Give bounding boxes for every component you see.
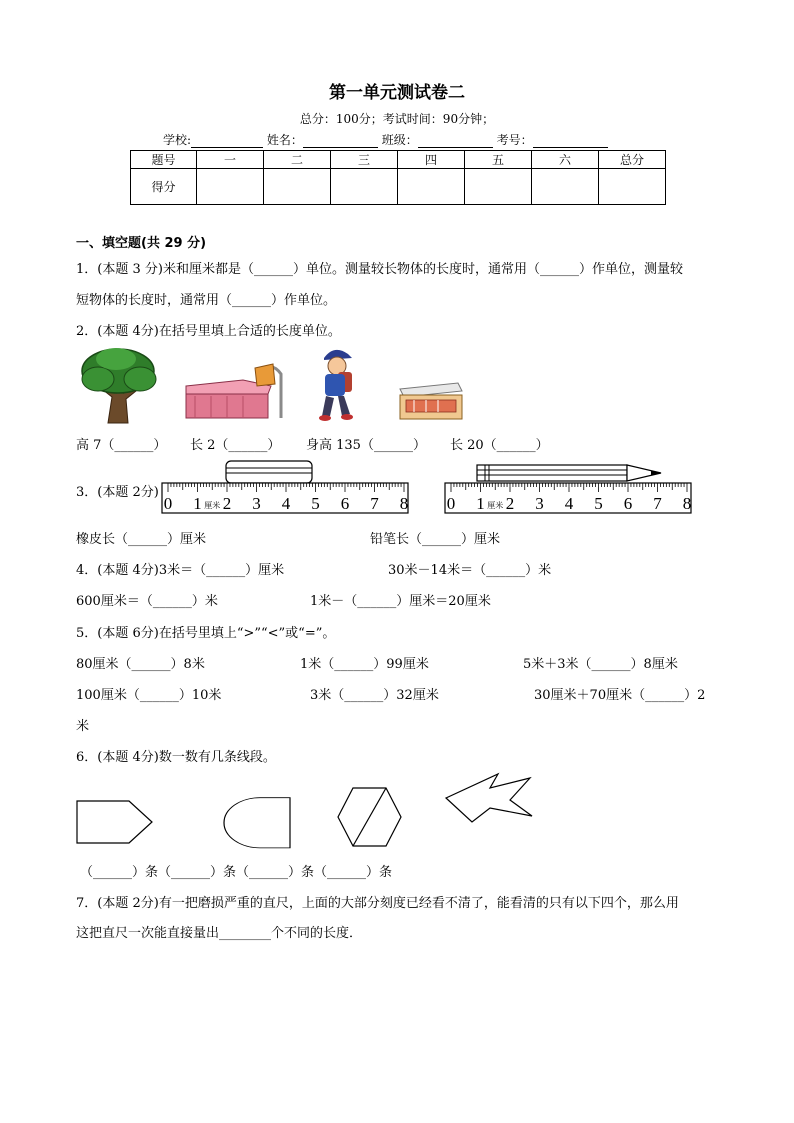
table-header: 总分 <box>599 151 666 169</box>
question-3-eraser-answer[interactable]: 橡皮长（______）厘米 <box>76 532 207 547</box>
ruler-label: 5 <box>594 494 603 513</box>
ruler-label: 3 <box>535 494 544 513</box>
table-header: 三 <box>331 151 398 169</box>
ruler-label: 8 <box>399 494 409 513</box>
ruler-label: 2 <box>222 494 232 513</box>
segment-shapes <box>70 770 420 850</box>
section-title: 一、填空题(共 29 分) <box>76 236 207 251</box>
question-5-item[interactable]: 30厘米＋70厘米（______）2 <box>534 688 706 703</box>
number-label: 考号： <box>496 133 533 147</box>
score-table <box>130 150 666 205</box>
table-header: 四 <box>398 151 465 169</box>
ruler-label: 8 <box>682 494 692 513</box>
question-3-stem: 3．(本题 2分) <box>76 485 159 500</box>
question-7-line1: 7．(本题 2分)有一把磨损严重的直尺，上面的大部分刻度已经看不清了，能看清的只有以下四个，那么用 <box>76 896 679 911</box>
ruler-label: 4 <box>564 494 574 513</box>
table-header: 五 <box>465 151 532 169</box>
question-6-stem: 6．(本题 4分)数一数有几条线段。 <box>76 750 276 765</box>
question-2-blank-bed[interactable]: 长 2（______） <box>190 438 281 453</box>
table-header: 一 <box>197 151 264 169</box>
question-2-blank-tree[interactable]: 高 7（______） <box>76 438 167 453</box>
question-5-item[interactable]: 80厘米（______）8米 <box>76 657 205 672</box>
class-label: 班级： <box>381 133 418 147</box>
boy-picture <box>312 344 362 424</box>
score-cell[interactable] <box>532 169 599 205</box>
ruler-label: 0 <box>446 494 456 513</box>
table-header: 六 <box>532 151 599 169</box>
ruler-label: 1 <box>193 494 202 513</box>
school-blank[interactable] <box>191 135 263 148</box>
ruler-label: 0 <box>163 494 173 513</box>
ruler-label: 2 <box>505 494 515 513</box>
question-3-pencil-answer[interactable]: 铅笔长（______）厘米 <box>370 532 501 547</box>
question-7-line2[interactable]: 这把直尺一次能直接量出________个不同的长度． <box>76 926 363 941</box>
question-6-answers[interactable]: （______）条（______）条（______）条（______）条 <box>80 865 393 880</box>
question-4-line2-left[interactable]: 600厘米＝（______）米 <box>76 594 218 609</box>
question-1-line1: 1．(本题 3 分)米和厘米都是（______）单位。测量较长物体的长度时，通常用（______）作单位，测量较 <box>76 262 683 277</box>
ruler-label: 1 <box>476 494 485 513</box>
ruler-label: 7 <box>370 494 379 513</box>
ruler-label: 3 <box>252 494 261 513</box>
arrow-shape <box>440 770 540 830</box>
ruler-label: 6 <box>623 494 633 513</box>
ruler-unit-label: 厘米 <box>487 501 504 510</box>
question-2-blank-boy[interactable]: 身高 135（______） <box>306 438 426 453</box>
name-blank[interactable] <box>303 135 378 148</box>
eraser-ruler-figure <box>158 459 413 517</box>
class-blank[interactable] <box>418 135 493 148</box>
ruler-label: 7 <box>653 494 662 513</box>
score-row-label: 得分 <box>131 169 197 205</box>
score-cell[interactable] <box>197 169 264 205</box>
score-cell[interactable] <box>331 169 398 205</box>
table-header: 题号 <box>131 151 197 169</box>
pentagon-shape <box>77 801 152 843</box>
question-2-stem: 2．(本题 4分)在括号里填上合适的长度单位。 <box>76 324 341 339</box>
number-blank[interactable] <box>533 135 608 148</box>
question-5-wrap: 米 <box>76 719 90 734</box>
score-cell[interactable] <box>465 169 532 205</box>
question-5-stem: 5．(本题 6分)在括号里填上“>”“<”或“=”。 <box>76 626 336 641</box>
question-5-item[interactable]: 3米（______）32厘米 <box>310 688 439 703</box>
score-cell[interactable] <box>599 169 666 205</box>
ruler-label: 4 <box>281 494 291 513</box>
question-5-item[interactable]: 100厘米（______）10米 <box>76 688 222 703</box>
question-4-line2-right[interactable]: 1米－（______）厘米＝20厘米 <box>310 594 491 609</box>
score-cell[interactable] <box>264 169 331 205</box>
question-4-line1-right[interactable]: 30米－14米＝（______）米 <box>388 563 552 578</box>
exam-info: 总分：100分；考试时间：90分钟； <box>299 112 495 126</box>
question-4-line1-left[interactable]: 4．(本题 4分)3米＝（______）厘米 <box>76 563 285 578</box>
score-cell[interactable] <box>398 169 465 205</box>
student-info-line <box>163 131 608 148</box>
question-5-item[interactable]: 1米（______）99厘米 <box>300 657 429 672</box>
page-title: 第一单元测试卷二 <box>329 83 465 103</box>
ruler-unit-label: 厘米 <box>204 501 221 510</box>
name-label: 姓名： <box>266 133 303 147</box>
question-1-line2: 短物体的长度时，通常用（______）作单位。 <box>76 293 337 308</box>
table-header: 二 <box>264 151 331 169</box>
pencil-box-picture <box>396 375 466 425</box>
ruler-label: 5 <box>311 494 320 513</box>
bed-picture <box>183 356 283 424</box>
tree-picture <box>78 345 158 425</box>
ruler-label: 6 <box>340 494 350 513</box>
question-2-blank-box[interactable]: 长 20（______） <box>450 438 549 453</box>
question-5-item[interactable]: 5米＋3米（______）8厘米 <box>523 657 678 672</box>
d-shape <box>224 798 290 848</box>
pencil-ruler-figure <box>441 459 696 517</box>
school-label: 学校: <box>163 133 192 147</box>
